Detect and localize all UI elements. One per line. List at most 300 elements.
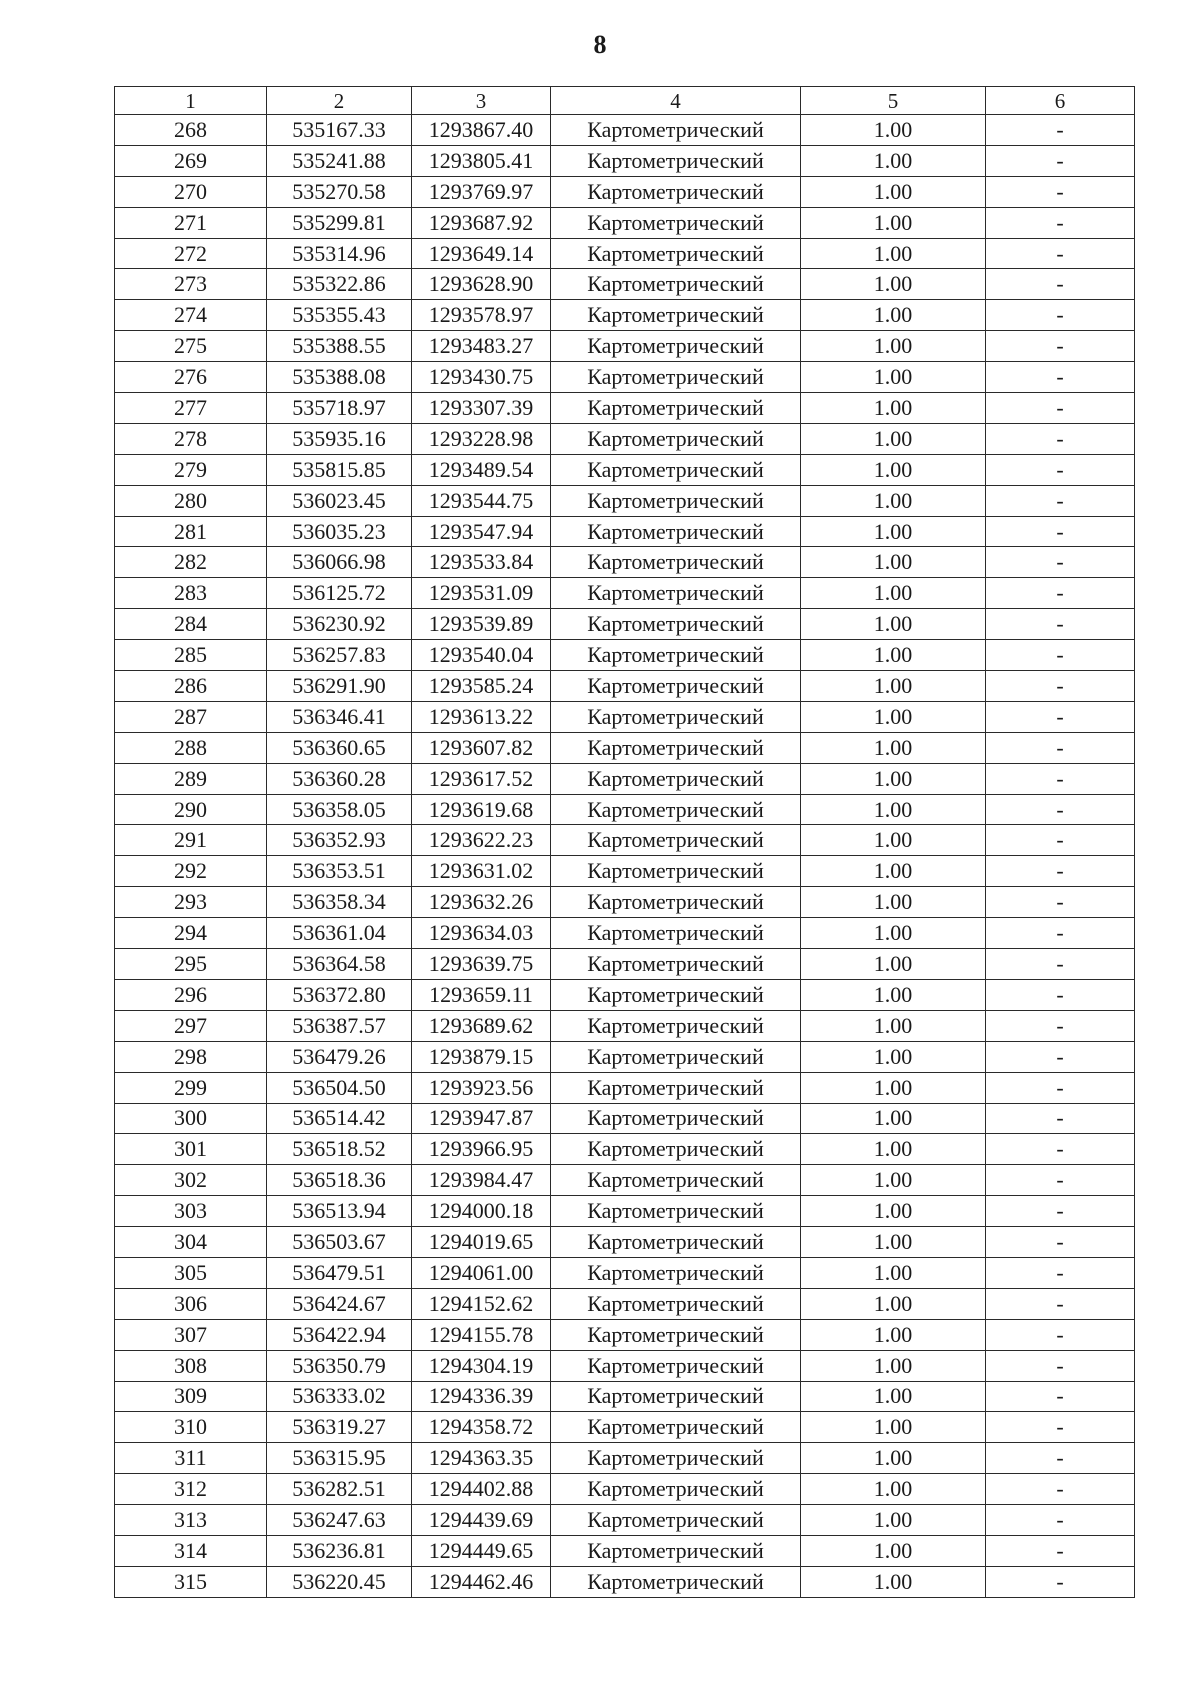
point-number-cell: 295 xyxy=(115,949,267,980)
y-coordinate-cell: 1293607.82 xyxy=(412,732,551,763)
description-cell: - xyxy=(986,856,1135,887)
table-row xyxy=(115,732,1135,763)
description-cell: - xyxy=(986,1196,1135,1227)
table-row xyxy=(115,763,1135,794)
page-number: 8 xyxy=(593,30,607,59)
accuracy-cell: 1.00 xyxy=(801,1412,986,1443)
point-number-cell: 278 xyxy=(115,423,267,454)
accuracy-cell: 1.00 xyxy=(801,176,986,207)
method-cell: Картометрический xyxy=(551,1443,801,1474)
y-coordinate-cell: 1294363.35 xyxy=(412,1443,551,1474)
point-number-cell: 309 xyxy=(115,1381,267,1412)
accuracy-cell: 1.00 xyxy=(801,1010,986,1041)
description-cell: - xyxy=(986,1288,1135,1319)
y-coordinate-cell: 1294358.72 xyxy=(412,1412,551,1443)
method-cell: Картометрический xyxy=(551,1041,801,1072)
table-row xyxy=(115,1165,1135,1196)
x-coordinate-cell: 535241.88 xyxy=(267,145,412,176)
x-coordinate-cell: 536513.94 xyxy=(267,1196,412,1227)
method-cell: Картометрический xyxy=(551,578,801,609)
method-cell: Картометрический xyxy=(551,1134,801,1165)
method-cell: Картометрический xyxy=(551,516,801,547)
y-coordinate-cell: 1293617.52 xyxy=(412,763,551,794)
x-coordinate-cell: 536319.27 xyxy=(267,1412,412,1443)
column-header-6: 6 xyxy=(986,87,1135,115)
x-coordinate-cell: 536350.79 xyxy=(267,1350,412,1381)
accuracy-cell: 1.00 xyxy=(801,732,986,763)
description-cell: - xyxy=(986,1010,1135,1041)
x-coordinate-cell: 536422.94 xyxy=(267,1319,412,1350)
table-row xyxy=(115,1041,1135,1072)
description-cell: - xyxy=(986,825,1135,856)
table-row xyxy=(115,640,1135,671)
method-cell: Картометрический xyxy=(551,238,801,269)
point-number-cell: 275 xyxy=(115,331,267,362)
accuracy-cell: 1.00 xyxy=(801,1103,986,1134)
y-coordinate-cell: 1293631.02 xyxy=(412,856,551,887)
description-cell: - xyxy=(986,393,1135,424)
point-number-cell: 293 xyxy=(115,887,267,918)
table-row xyxy=(115,362,1135,393)
y-coordinate-cell: 1293947.87 xyxy=(412,1103,551,1134)
x-coordinate-cell: 535299.81 xyxy=(267,207,412,238)
y-coordinate-cell: 1293540.04 xyxy=(412,640,551,671)
accuracy-cell: 1.00 xyxy=(801,1505,986,1536)
method-cell: Картометрический xyxy=(551,1010,801,1041)
method-cell: Картометрический xyxy=(551,207,801,238)
description-cell: - xyxy=(986,794,1135,825)
table-row xyxy=(115,1474,1135,1505)
x-coordinate-cell: 536315.95 xyxy=(267,1443,412,1474)
table-row xyxy=(115,1196,1135,1227)
y-coordinate-cell: 1293539.89 xyxy=(412,609,551,640)
method-cell: Картометрический xyxy=(551,1288,801,1319)
method-cell: Картометрический xyxy=(551,300,801,331)
x-coordinate-cell: 536358.05 xyxy=(267,794,412,825)
method-cell: Картометрический xyxy=(551,949,801,980)
description-cell: - xyxy=(986,1535,1135,1566)
accuracy-cell: 1.00 xyxy=(801,1288,986,1319)
method-cell: Картометрический xyxy=(551,856,801,887)
accuracy-cell: 1.00 xyxy=(801,115,986,146)
description-cell: - xyxy=(986,1041,1135,1072)
table-row xyxy=(115,115,1135,146)
method-cell: Картометрический xyxy=(551,1535,801,1566)
accuracy-cell: 1.00 xyxy=(801,1257,986,1288)
x-coordinate-cell: 536372.80 xyxy=(267,979,412,1010)
accuracy-cell: 1.00 xyxy=(801,671,986,702)
accuracy-cell: 1.00 xyxy=(801,1566,986,1597)
method-cell: Картометрический xyxy=(551,1257,801,1288)
table-row xyxy=(115,918,1135,949)
accuracy-cell: 1.00 xyxy=(801,1319,986,1350)
accuracy-cell: 1.00 xyxy=(801,331,986,362)
y-coordinate-cell: 1293585.24 xyxy=(412,671,551,702)
accuracy-cell: 1.00 xyxy=(801,949,986,980)
table-row xyxy=(115,1412,1135,1443)
method-cell: Картометрический xyxy=(551,1196,801,1227)
table-row xyxy=(115,145,1135,176)
table-row xyxy=(115,485,1135,516)
accuracy-cell: 1.00 xyxy=(801,269,986,300)
method-cell: Картометрический xyxy=(551,1566,801,1597)
table-row xyxy=(115,1350,1135,1381)
x-coordinate-cell: 536352.93 xyxy=(267,825,412,856)
point-number-cell: 270 xyxy=(115,176,267,207)
point-number-cell: 308 xyxy=(115,1350,267,1381)
point-number-cell: 294 xyxy=(115,918,267,949)
x-coordinate-cell: 535322.86 xyxy=(267,269,412,300)
point-number-cell: 312 xyxy=(115,1474,267,1505)
x-coordinate-cell: 536220.45 xyxy=(267,1566,412,1597)
x-coordinate-cell: 536360.65 xyxy=(267,732,412,763)
table-row xyxy=(115,1505,1135,1536)
y-coordinate-cell: 1293649.14 xyxy=(412,238,551,269)
description-cell: - xyxy=(986,578,1135,609)
table-row xyxy=(115,1381,1135,1412)
description-cell: - xyxy=(986,516,1135,547)
accuracy-cell: 1.00 xyxy=(801,454,986,485)
method-cell: Картометрический xyxy=(551,1350,801,1381)
point-number-cell: 288 xyxy=(115,732,267,763)
point-number-cell: 282 xyxy=(115,547,267,578)
x-coordinate-cell: 536333.02 xyxy=(267,1381,412,1412)
y-coordinate-cell: 1293879.15 xyxy=(412,1041,551,1072)
description-cell: - xyxy=(986,1227,1135,1258)
point-number-cell: 315 xyxy=(115,1566,267,1597)
x-coordinate-cell: 535314.96 xyxy=(267,238,412,269)
y-coordinate-cell: 1293531.09 xyxy=(412,578,551,609)
description-cell: - xyxy=(986,207,1135,238)
description-cell: - xyxy=(986,485,1135,516)
description-cell: - xyxy=(986,176,1135,207)
y-coordinate-cell: 1293613.22 xyxy=(412,701,551,732)
method-cell: Картометрический xyxy=(551,423,801,454)
point-number-cell: 301 xyxy=(115,1134,267,1165)
y-coordinate-cell: 1293689.62 xyxy=(412,1010,551,1041)
table-row xyxy=(115,1566,1135,1597)
description-cell: - xyxy=(986,547,1135,578)
table-row xyxy=(115,825,1135,856)
point-number-cell: 286 xyxy=(115,671,267,702)
x-coordinate-cell: 535355.43 xyxy=(267,300,412,331)
description-cell: - xyxy=(986,300,1135,331)
accuracy-cell: 1.00 xyxy=(801,1381,986,1412)
point-number-cell: 279 xyxy=(115,454,267,485)
description-cell: - xyxy=(986,1134,1135,1165)
accuracy-cell: 1.00 xyxy=(801,1474,986,1505)
table-row xyxy=(115,1257,1135,1288)
column-header-1: 1 xyxy=(115,87,267,115)
y-coordinate-cell: 1293687.92 xyxy=(412,207,551,238)
point-number-cell: 292 xyxy=(115,856,267,887)
method-cell: Картометрический xyxy=(551,1319,801,1350)
point-number-cell: 269 xyxy=(115,145,267,176)
table-row xyxy=(115,1010,1135,1041)
x-coordinate-cell: 536361.04 xyxy=(267,918,412,949)
y-coordinate-cell: 1293547.94 xyxy=(412,516,551,547)
method-cell: Картометрический xyxy=(551,115,801,146)
description-cell: - xyxy=(986,1566,1135,1597)
point-number-cell: 298 xyxy=(115,1041,267,1072)
table-row xyxy=(115,300,1135,331)
accuracy-cell: 1.00 xyxy=(801,145,986,176)
point-number-cell: 283 xyxy=(115,578,267,609)
description-cell: - xyxy=(986,1319,1135,1350)
accuracy-cell: 1.00 xyxy=(801,918,986,949)
y-coordinate-cell: 1293483.27 xyxy=(412,331,551,362)
x-coordinate-cell: 536247.63 xyxy=(267,1505,412,1536)
description-cell: - xyxy=(986,115,1135,146)
y-coordinate-cell: 1293430.75 xyxy=(412,362,551,393)
table-row xyxy=(115,1443,1135,1474)
accuracy-cell: 1.00 xyxy=(801,825,986,856)
accuracy-cell: 1.00 xyxy=(801,362,986,393)
point-number-cell: 271 xyxy=(115,207,267,238)
x-coordinate-cell: 536514.42 xyxy=(267,1103,412,1134)
method-cell: Картометрический xyxy=(551,331,801,362)
table-row xyxy=(115,1103,1135,1134)
method-cell: Картометрический xyxy=(551,1227,801,1258)
method-cell: Картометрический xyxy=(551,1103,801,1134)
x-coordinate-cell: 536518.52 xyxy=(267,1134,412,1165)
accuracy-cell: 1.00 xyxy=(801,763,986,794)
x-coordinate-cell: 535388.08 xyxy=(267,362,412,393)
y-coordinate-cell: 1294000.18 xyxy=(412,1196,551,1227)
description-cell: - xyxy=(986,609,1135,640)
x-coordinate-cell: 536358.34 xyxy=(267,887,412,918)
point-number-cell: 305 xyxy=(115,1257,267,1288)
point-number-cell: 304 xyxy=(115,1227,267,1258)
point-number-cell: 281 xyxy=(115,516,267,547)
x-coordinate-cell: 536353.51 xyxy=(267,856,412,887)
description-cell: - xyxy=(986,979,1135,1010)
accuracy-cell: 1.00 xyxy=(801,423,986,454)
point-number-cell: 273 xyxy=(115,269,267,300)
y-coordinate-cell: 1294061.00 xyxy=(412,1257,551,1288)
table-row xyxy=(115,701,1135,732)
x-coordinate-cell: 536503.67 xyxy=(267,1227,412,1258)
method-cell: Картометрический xyxy=(551,887,801,918)
y-coordinate-cell: 1293489.54 xyxy=(412,454,551,485)
column-header-4: 4 xyxy=(551,87,801,115)
table-row xyxy=(115,609,1135,640)
y-coordinate-cell: 1294402.88 xyxy=(412,1474,551,1505)
accuracy-cell: 1.00 xyxy=(801,300,986,331)
table-row xyxy=(115,331,1135,362)
x-coordinate-cell: 536424.67 xyxy=(267,1288,412,1319)
description-cell: - xyxy=(986,1350,1135,1381)
description-cell: - xyxy=(986,918,1135,949)
x-coordinate-cell: 535167.33 xyxy=(267,115,412,146)
table-row xyxy=(115,1535,1135,1566)
point-number-cell: 297 xyxy=(115,1010,267,1041)
accuracy-cell: 1.00 xyxy=(801,1072,986,1103)
table-row xyxy=(115,1134,1135,1165)
x-coordinate-cell: 536364.58 xyxy=(267,949,412,980)
y-coordinate-cell: 1293966.95 xyxy=(412,1134,551,1165)
x-coordinate-cell: 535935.16 xyxy=(267,423,412,454)
table-row xyxy=(115,547,1135,578)
description-cell: - xyxy=(986,1165,1135,1196)
point-number-cell: 277 xyxy=(115,393,267,424)
method-cell: Картометрический xyxy=(551,825,801,856)
point-number-cell: 310 xyxy=(115,1412,267,1443)
table-row xyxy=(115,979,1135,1010)
x-coordinate-cell: 536291.90 xyxy=(267,671,412,702)
accuracy-cell: 1.00 xyxy=(801,1196,986,1227)
x-coordinate-cell: 535270.58 xyxy=(267,176,412,207)
y-coordinate-cell: 1294304.19 xyxy=(412,1350,551,1381)
y-coordinate-cell: 1293628.90 xyxy=(412,269,551,300)
accuracy-cell: 1.00 xyxy=(801,1041,986,1072)
accuracy-cell: 1.00 xyxy=(801,578,986,609)
y-coordinate-cell: 1294155.78 xyxy=(412,1319,551,1350)
accuracy-cell: 1.00 xyxy=(801,701,986,732)
accuracy-cell: 1.00 xyxy=(801,1134,986,1165)
x-coordinate-cell: 536257.83 xyxy=(267,640,412,671)
method-cell: Картометрический xyxy=(551,609,801,640)
x-coordinate-cell: 536346.41 xyxy=(267,701,412,732)
table-row xyxy=(115,856,1135,887)
description-cell: - xyxy=(986,1381,1135,1412)
y-coordinate-cell: 1293544.75 xyxy=(412,485,551,516)
accuracy-cell: 1.00 xyxy=(801,485,986,516)
accuracy-cell: 1.00 xyxy=(801,794,986,825)
method-cell: Картометрический xyxy=(551,362,801,393)
table-body xyxy=(115,115,1135,1598)
x-coordinate-cell: 536504.50 xyxy=(267,1072,412,1103)
column-header-5: 5 xyxy=(801,87,986,115)
y-coordinate-cell: 1293867.40 xyxy=(412,115,551,146)
method-cell: Картометрический xyxy=(551,269,801,300)
table-header-row xyxy=(115,87,1135,115)
description-cell: - xyxy=(986,331,1135,362)
x-coordinate-cell: 536035.23 xyxy=(267,516,412,547)
point-number-cell: 291 xyxy=(115,825,267,856)
method-cell: Картометрический xyxy=(551,145,801,176)
accuracy-cell: 1.00 xyxy=(801,856,986,887)
accuracy-cell: 1.00 xyxy=(801,1350,986,1381)
x-coordinate-cell: 536387.57 xyxy=(267,1010,412,1041)
description-cell: - xyxy=(986,362,1135,393)
coordinates-table xyxy=(114,86,1135,1598)
table-row xyxy=(115,1288,1135,1319)
method-cell: Картометрический xyxy=(551,1072,801,1103)
x-coordinate-cell: 536023.45 xyxy=(267,485,412,516)
point-number-cell: 287 xyxy=(115,701,267,732)
accuracy-cell: 1.00 xyxy=(801,1535,986,1566)
point-number-cell: 272 xyxy=(115,238,267,269)
accuracy-cell: 1.00 xyxy=(801,393,986,424)
x-coordinate-cell: 536282.51 xyxy=(267,1474,412,1505)
method-cell: Картометрический xyxy=(551,640,801,671)
x-coordinate-cell: 536236.81 xyxy=(267,1535,412,1566)
description-cell: - xyxy=(986,269,1135,300)
accuracy-cell: 1.00 xyxy=(801,979,986,1010)
x-coordinate-cell: 536479.51 xyxy=(267,1257,412,1288)
method-cell: Картометрический xyxy=(551,1381,801,1412)
accuracy-cell: 1.00 xyxy=(801,1443,986,1474)
description-cell: - xyxy=(986,949,1135,980)
accuracy-cell: 1.00 xyxy=(801,238,986,269)
accuracy-cell: 1.00 xyxy=(801,640,986,671)
point-number-cell: 296 xyxy=(115,979,267,1010)
description-cell: - xyxy=(986,1103,1135,1134)
accuracy-cell: 1.00 xyxy=(801,207,986,238)
point-number-cell: 314 xyxy=(115,1535,267,1566)
table-row xyxy=(115,1072,1135,1103)
y-coordinate-cell: 1294439.69 xyxy=(412,1505,551,1536)
point-number-cell: 311 xyxy=(115,1443,267,1474)
point-number-cell: 268 xyxy=(115,115,267,146)
table-row xyxy=(115,516,1135,547)
table-row xyxy=(115,176,1135,207)
point-number-cell: 289 xyxy=(115,763,267,794)
method-cell: Картометрический xyxy=(551,1165,801,1196)
description-cell: - xyxy=(986,671,1135,702)
description-cell: - xyxy=(986,640,1135,671)
point-number-cell: 284 xyxy=(115,609,267,640)
description-cell: - xyxy=(986,238,1135,269)
description-cell: - xyxy=(986,701,1135,732)
y-coordinate-cell: 1293632.26 xyxy=(412,887,551,918)
point-number-cell: 300 xyxy=(115,1103,267,1134)
y-coordinate-cell: 1294152.62 xyxy=(412,1288,551,1319)
method-cell: Картометрический xyxy=(551,176,801,207)
point-number-cell: 313 xyxy=(115,1505,267,1536)
method-cell: Картометрический xyxy=(551,454,801,485)
description-cell: - xyxy=(986,423,1135,454)
table-row xyxy=(115,794,1135,825)
method-cell: Картометрический xyxy=(551,547,801,578)
table-row xyxy=(115,423,1135,454)
description-cell: - xyxy=(986,1443,1135,1474)
y-coordinate-cell: 1293639.75 xyxy=(412,949,551,980)
y-coordinate-cell: 1294449.65 xyxy=(412,1535,551,1566)
column-header-3: 3 xyxy=(412,87,551,115)
table-row xyxy=(115,949,1135,980)
method-cell: Картометрический xyxy=(551,485,801,516)
point-number-cell: 299 xyxy=(115,1072,267,1103)
y-coordinate-cell: 1293533.84 xyxy=(412,547,551,578)
method-cell: Картометрический xyxy=(551,732,801,763)
method-cell: Картометрический xyxy=(551,393,801,424)
y-coordinate-cell: 1293805.41 xyxy=(412,145,551,176)
description-cell: - xyxy=(986,763,1135,794)
table-row xyxy=(115,238,1135,269)
point-number-cell: 276 xyxy=(115,362,267,393)
y-coordinate-cell: 1293578.97 xyxy=(412,300,551,331)
description-cell: - xyxy=(986,1505,1135,1536)
description-cell: - xyxy=(986,887,1135,918)
column-header-2: 2 xyxy=(267,87,412,115)
point-number-cell: 290 xyxy=(115,794,267,825)
y-coordinate-cell: 1294019.65 xyxy=(412,1227,551,1258)
description-cell: - xyxy=(986,1072,1135,1103)
x-coordinate-cell: 536066.98 xyxy=(267,547,412,578)
method-cell: Картометрический xyxy=(551,1474,801,1505)
x-coordinate-cell: 536360.28 xyxy=(267,763,412,794)
method-cell: Картометрический xyxy=(551,1505,801,1536)
x-coordinate-cell: 536125.72 xyxy=(267,578,412,609)
x-coordinate-cell: 536479.26 xyxy=(267,1041,412,1072)
point-number-cell: 274 xyxy=(115,300,267,331)
y-coordinate-cell: 1293984.47 xyxy=(412,1165,551,1196)
table-row xyxy=(115,887,1135,918)
table-row xyxy=(115,269,1135,300)
method-cell: Картометрический xyxy=(551,979,801,1010)
